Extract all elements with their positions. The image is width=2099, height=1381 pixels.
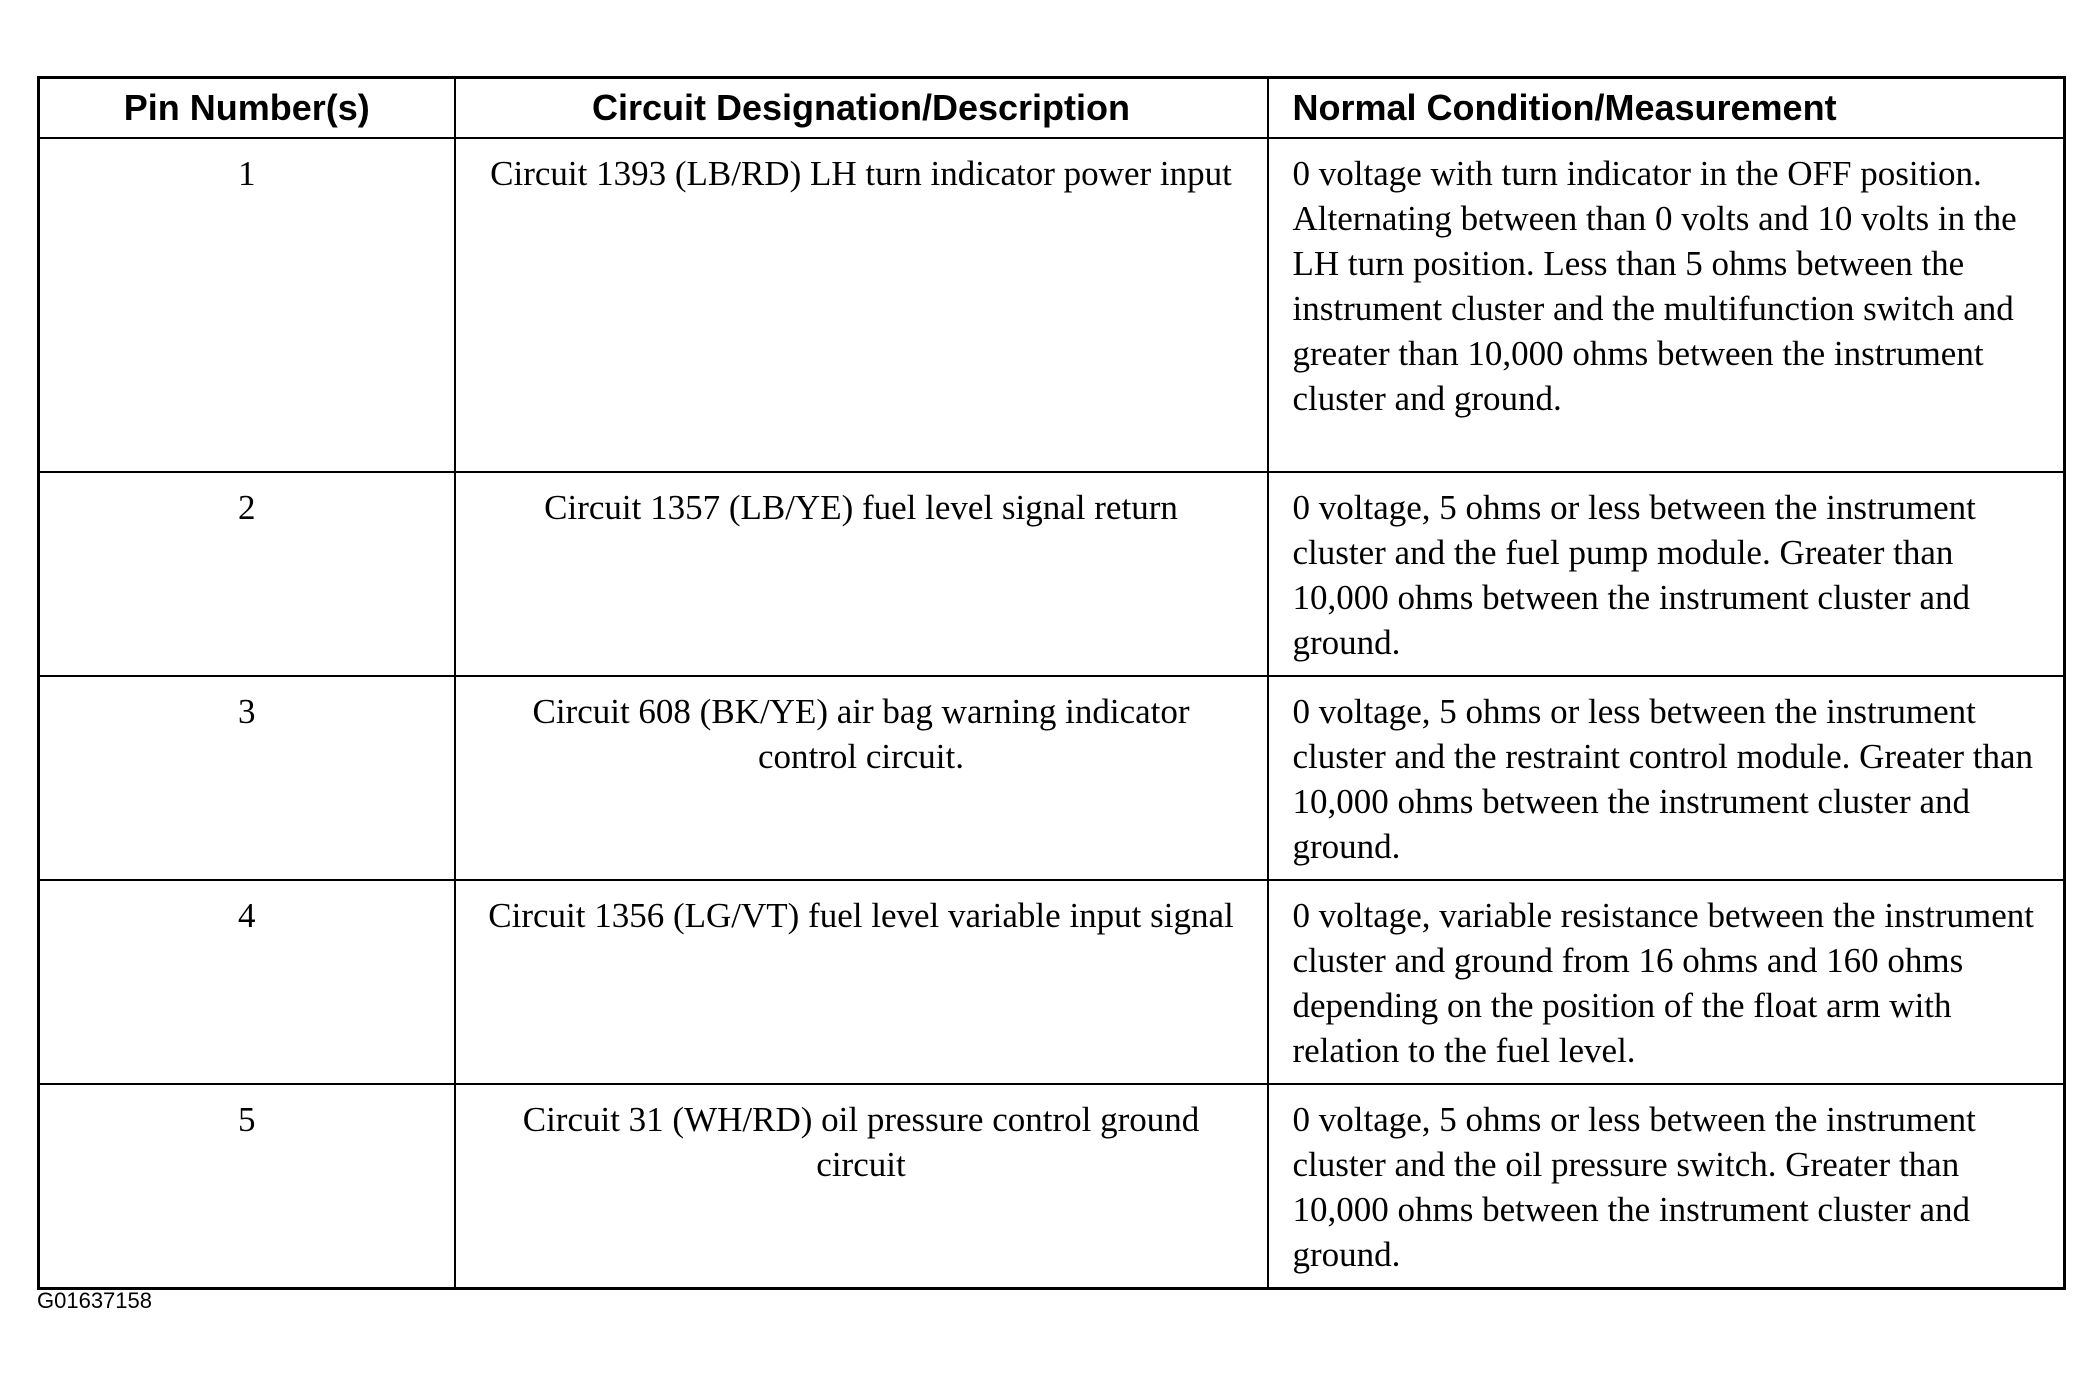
condition-measurement-cell: 0 voltage, 5 ohms or less between the instrument cluster and the fuel pump module. Greater than 10,000 ohms between the instrument cluster and ground. — [1268, 472, 2065, 676]
condition-measurement-cell: 0 voltage, 5 ohms or less between the instrument cluster and the restraint control module. Greater than 10,000 ohms between the instrument cluster and ground. — [1268, 676, 2065, 880]
pin-number-cell: 4 — [39, 880, 455, 1084]
condition-measurement-cell: 0 voltage, variable resistance between the instrument cluster and ground from 16 ohms and 160 ohms depending on the position of the float arm with relation to the fuel level. — [1268, 880, 2065, 1084]
circuit-description-cell: Circuit 1357 (LB/YE) fuel level signal return — [455, 472, 1268, 676]
column-header-normal-condition: Normal Condition/Measurement — [1268, 78, 2065, 139]
circuit-description-cell: Circuit 1393 (LB/RD) LH turn indicator power input — [455, 138, 1268, 472]
header-row — [39, 78, 2065, 139]
pin-number-cell: 5 — [39, 1084, 455, 1289]
table-header — [39, 78, 2065, 139]
table-row — [39, 676, 2065, 880]
condition-measurement-cell: 0 voltage, 5 ohms or less between the instrument cluster and the oil pressure switch. Greater than 10,000 ohms between the instrument cluster and ground. — [1268, 1084, 2065, 1289]
table-row — [39, 880, 2065, 1084]
table-row — [39, 138, 2065, 472]
circuit-description-cell: Circuit 608 (BK/YE) air bag warning indicator control circuit. — [455, 676, 1268, 880]
table-row — [39, 472, 2065, 676]
column-header-pin-numbers: Pin Number(s) — [39, 78, 455, 139]
pin-measurement-table — [37, 76, 2066, 1290]
circuit-description-cell: Circuit 1356 (LG/VT) fuel level variable input signal — [455, 880, 1268, 1084]
condition-measurement-cell: 0 voltage with turn indicator in the OFF position. Alternating between than 0 volts and 10 volts in the LH turn position. Less than 5 ohms between the instrument cluster and the multifunction switch and greater than 10,000 ohms between the instrument cluster and ground. — [1268, 138, 2065, 472]
column-header-circuit-designation: Circuit Designation/Description — [455, 78, 1268, 139]
pin-number-cell: 3 — [39, 676, 455, 880]
circuit-description-cell: Circuit 31 (WH/RD) oil pressure control ground circuit — [455, 1084, 1268, 1289]
table-row — [39, 1084, 2065, 1289]
pin-number-cell: 2 — [39, 472, 455, 676]
table-body — [39, 138, 2065, 1289]
pin-number-cell: 1 — [39, 138, 455, 472]
figure-id: G01637158 — [37, 1288, 152, 1313]
